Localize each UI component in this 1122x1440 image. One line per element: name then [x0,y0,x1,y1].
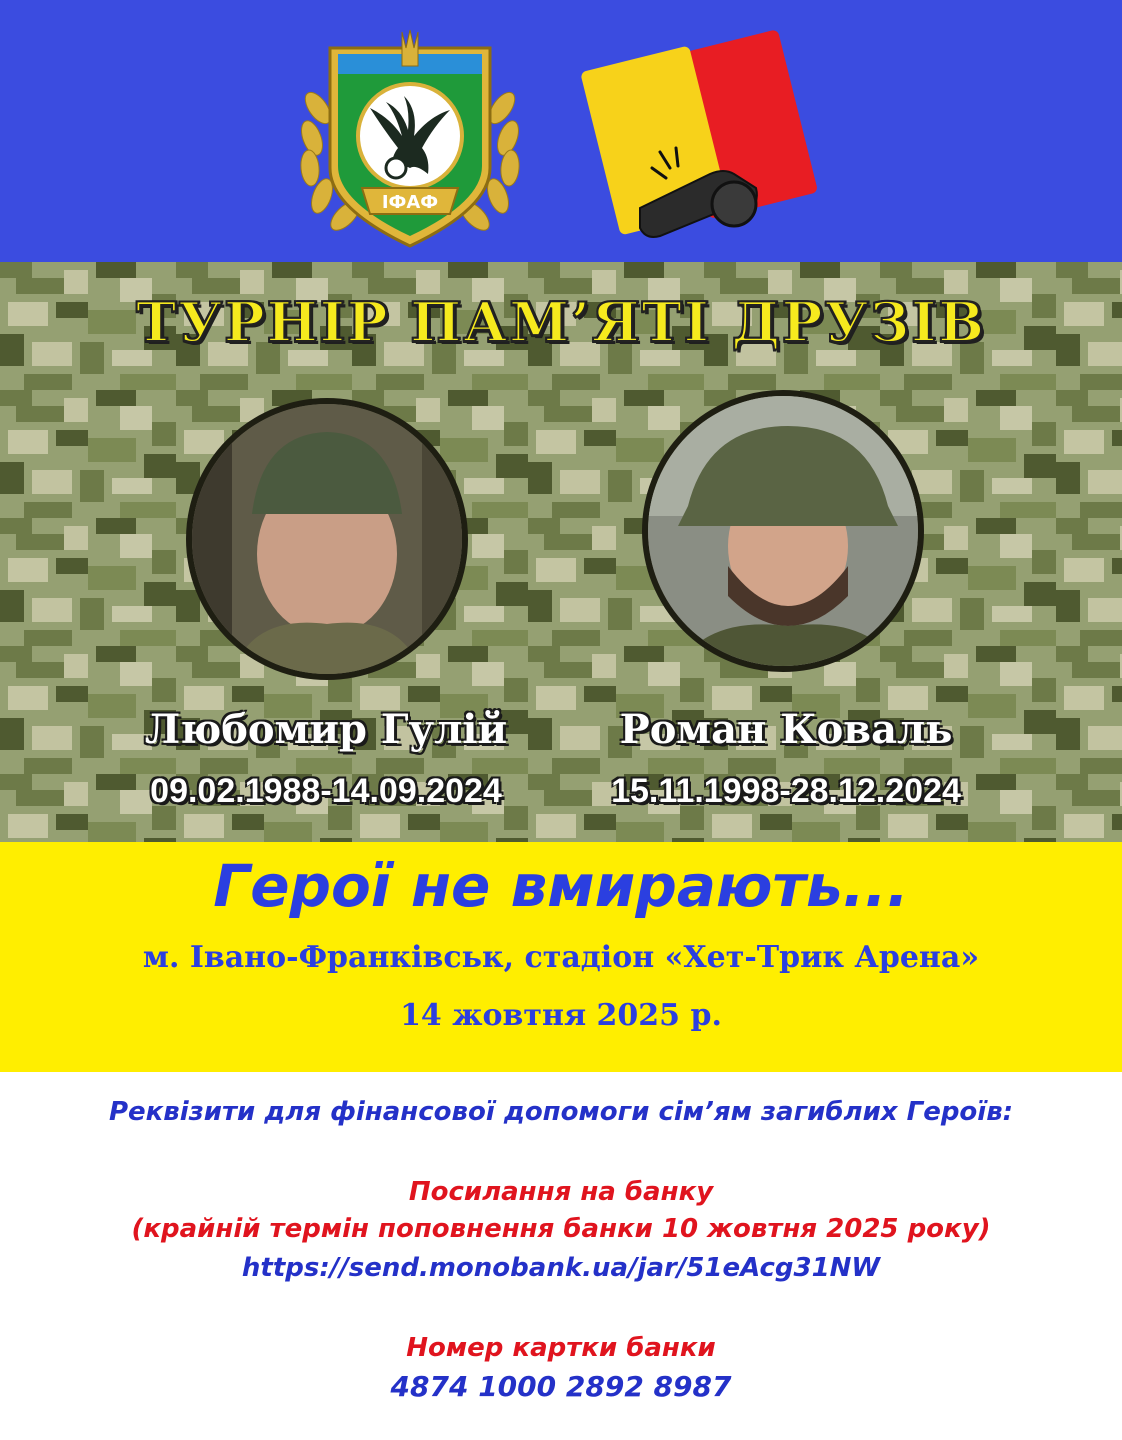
event-venue: м. Івано-Франківськ, стадіон «Хет-Трик Арена» [142,940,980,975]
event-date: 14 жовтня 2025 р. [400,998,722,1033]
donation-heading: Реквізити для фінансової допомоги сім’ям загиблих Героїв: [108,1097,1014,1127]
slogan: Герої не вмирають... [213,852,909,920]
hero-dates-1: 09.02.1988-14.09.2024 [150,772,502,810]
referee-cards-whistle-icon [578,28,818,248]
header-band [0,0,1122,262]
hero-portrait-1 [186,398,468,680]
card-number: 4874 1000 2892 8987 [390,1370,732,1403]
jar-label: Посилання на банку [408,1177,714,1207]
tournament-title: ТУРНІР ПАМ’ЯТІ ДРУЗІВ [136,290,986,354]
hero-name-1: Любомир Гулій [144,706,508,753]
jar-link[interactable]: https://send.monobank.ua/jar/51eAcg31NW [241,1253,881,1283]
hero-portrait-2 [642,390,924,672]
hero-dates-2: 15.11.1998-28.12.2024 [611,772,961,810]
federation-emblem [290,18,530,250]
hero-name-2: Роман Коваль [619,706,953,753]
card-label: Номер картки банки [406,1333,716,1363]
jar-deadline: (крайній термін поповнення банки 10 жовтня 2025 року) [131,1214,991,1244]
emblem-text: ІФАФ [381,192,439,213]
